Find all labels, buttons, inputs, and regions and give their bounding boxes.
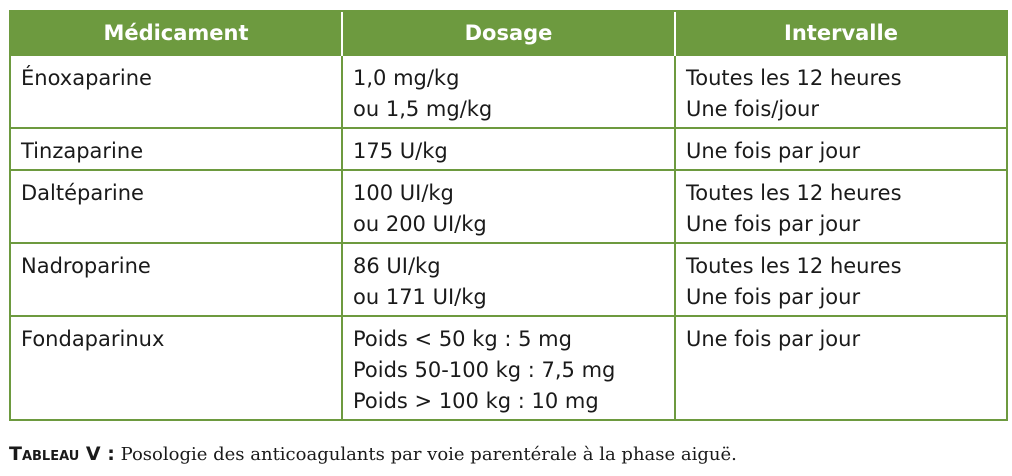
intervalle-line: Une fois/jour <box>686 97 819 121</box>
cell-dosage <box>342 316 675 420</box>
dosage-table <box>9 10 1008 421</box>
cell-intervalle <box>675 316 1007 420</box>
dosage-line: 1,0 mg/kg <box>353 66 460 90</box>
table-row <box>10 243 1007 316</box>
header-dosage: Dosage <box>342 11 675 55</box>
table-row <box>10 55 1007 128</box>
medicament-name: Tinzaparine <box>21 139 144 163</box>
dosage-line: Poids 50-100 kg : 7,5 mg <box>353 358 616 382</box>
cell-medicament <box>10 316 342 420</box>
header-intervalle: Intervalle <box>675 11 1007 55</box>
dosage-line: Poids > 100 kg : 10 mg <box>353 389 599 413</box>
dosage-table-container <box>9 10 1006 421</box>
medicament-name: Daltéparine <box>21 181 144 205</box>
dosage-line: 175 U/kg <box>353 139 448 163</box>
table-row <box>10 128 1007 170</box>
intervalle-line: Une fois par jour <box>686 212 861 236</box>
cell-dosage <box>342 128 675 170</box>
intervalle-line: Une fois par jour <box>686 285 861 309</box>
cell-dosage <box>342 243 675 316</box>
dosage-line: ou 171 UI/kg <box>353 285 487 309</box>
dosage-line: 100 UI/kg <box>353 181 454 205</box>
cell-intervalle <box>675 128 1007 170</box>
medicament-name: Fondaparinux <box>21 327 165 351</box>
intervalle-line: Toutes les 12 heures <box>686 66 902 90</box>
table-row <box>10 170 1007 243</box>
dosage-line: ou 1,5 mg/kg <box>353 97 493 121</box>
header-medicament: Médicament <box>10 11 342 55</box>
caption-label: Tableau V : <box>9 443 115 465</box>
intervalle-line: Une fois par jour <box>686 139 861 163</box>
caption-text: Posologie des anticoagulants par voie parentérale à la phase aiguë. <box>114 444 737 465</box>
intervalle-line: Toutes les 12 heures <box>686 181 902 205</box>
table-header-row <box>10 11 1007 55</box>
cell-medicament <box>10 243 342 316</box>
cell-medicament <box>10 128 342 170</box>
table-row <box>10 316 1007 420</box>
cell-intervalle <box>675 243 1007 316</box>
intervalle-line: Une fois par jour <box>686 327 861 351</box>
table-caption <box>9 443 737 465</box>
cell-intervalle <box>675 170 1007 243</box>
cell-intervalle <box>675 55 1007 128</box>
intervalle-line: Toutes les 12 heures <box>686 254 902 278</box>
cell-medicament <box>10 55 342 128</box>
dosage-line: Poids < 50 kg : 5 mg <box>353 327 572 351</box>
cell-dosage <box>342 170 675 243</box>
cell-dosage <box>342 55 675 128</box>
cell-medicament <box>10 170 342 243</box>
medicament-name: Énoxaparine <box>21 66 152 90</box>
dosage-line: ou 200 UI/kg <box>353 212 487 236</box>
medicament-name: Nadroparine <box>21 254 151 278</box>
dosage-line: 86 UI/kg <box>353 254 441 278</box>
